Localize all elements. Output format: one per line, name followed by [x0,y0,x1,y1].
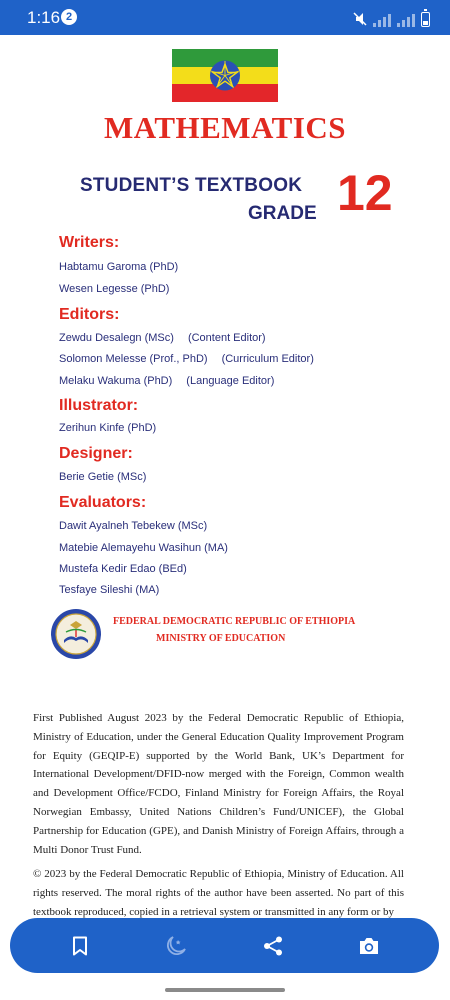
editor-2 [59,353,314,365]
notification-badge: 2 [61,9,77,25]
system-icons [353,9,430,27]
evaluator-4: Tesfaye Sileshi (MA) [59,584,160,596]
grade-number: 12 [337,165,393,221]
publisher-line-1: FEDERAL DEMOCRATIC REPUBLIC OF ETHIOPIA [113,616,356,627]
writers-heading: Writers: [59,234,120,251]
ministry-seal-logo [50,608,102,660]
editor-name: Melaku Wakuma (PhD) [59,375,173,387]
battery-icon [421,12,430,27]
editor-1 [59,332,266,344]
signal-icon-1 [373,13,391,27]
clock: 1:16 [27,8,61,27]
publisher-line-2: MINISTRY OF EDUCATION [156,633,286,644]
editor-role: (Curriculum Editor) [221,353,314,365]
illustrator-heading: Illustrator: [59,397,139,414]
editor-role: (Language Editor) [186,375,275,387]
camera-icon [358,936,380,956]
mute-icon [353,11,367,27]
editor-name: Zewdu Desalegn (MSc) [59,332,174,344]
ethiopian-flag [172,49,278,102]
editors-heading: Editors: [59,306,120,323]
publication-note: First Published August 2023 by the Federal Democratic Republic of Ethiopia, Ministry of Education, under the General Education Quality Improvement Program for Equity (GEQIP-E) supported by the World Bank, UK’s Department for International Development/DFID-now merged with the Foreign, Common wealth and Development Office/FCDO, Finland Ministry for Foreign Affairs, the Royal Norwegian Embassy, United Nations Children’s Fund/UNICEF), the Global Partnership for Education (GPE), and Danish Ministry of Foreign Affairs, through a Multi Donor Trust Fund. [33,712,404,856]
editor-3 [59,375,274,387]
evaluator-3: Mustefa Kedir Edao (BEd) [59,563,187,575]
designer-heading: Designer: [59,445,133,462]
evaluator-1: Dawit Ayalneh Tebekew (MSc) [59,520,208,532]
bookmark-button[interactable] [60,926,100,966]
bookmark-icon [71,936,89,956]
night-mode-button[interactable] [156,926,196,966]
evaluators-heading: Evaluators: [59,494,147,511]
editor-name: Solomon Melesse (Prof., PhD) [59,353,208,365]
illustrator-1: Zerihun Kinfe (PhD) [59,422,157,434]
writer-1: Habtamu Garoma (PhD) [59,261,179,273]
reader-toolbar [10,918,439,973]
gesture-home-bar[interactable] [165,988,285,992]
copyright-note: © 2023 by the Federal Democratic Republic of Ethiopia, Ministry of Education. All rights reserved. The moral rights of the author have been asserted. No part of this textbook reproduced, copied in a retrieval system or transmitted in any form or by [33,868,404,918]
document-page[interactable] [0,35,450,1000]
signal-icon-2 [397,13,415,27]
share-button[interactable] [253,926,293,966]
editor-role: (Content Editor) [187,332,266,344]
evaluator-2: Matebie Alemayehu Wasihun (MA) [59,542,228,554]
screenshot-button[interactable] [349,926,389,966]
textbook-label: STUDENT’S TEXTBOOK [80,175,303,196]
share-icon [262,935,284,957]
writer-2: Wesen Legesse (PhD) [59,283,170,295]
designer-1: Berie Getie (MSc) [59,471,147,483]
subject-title: MATHEMATICS [103,110,347,145]
grade-label: GRADE [248,203,317,224]
night-mode-icon [165,935,187,957]
status-bar [0,0,450,35]
